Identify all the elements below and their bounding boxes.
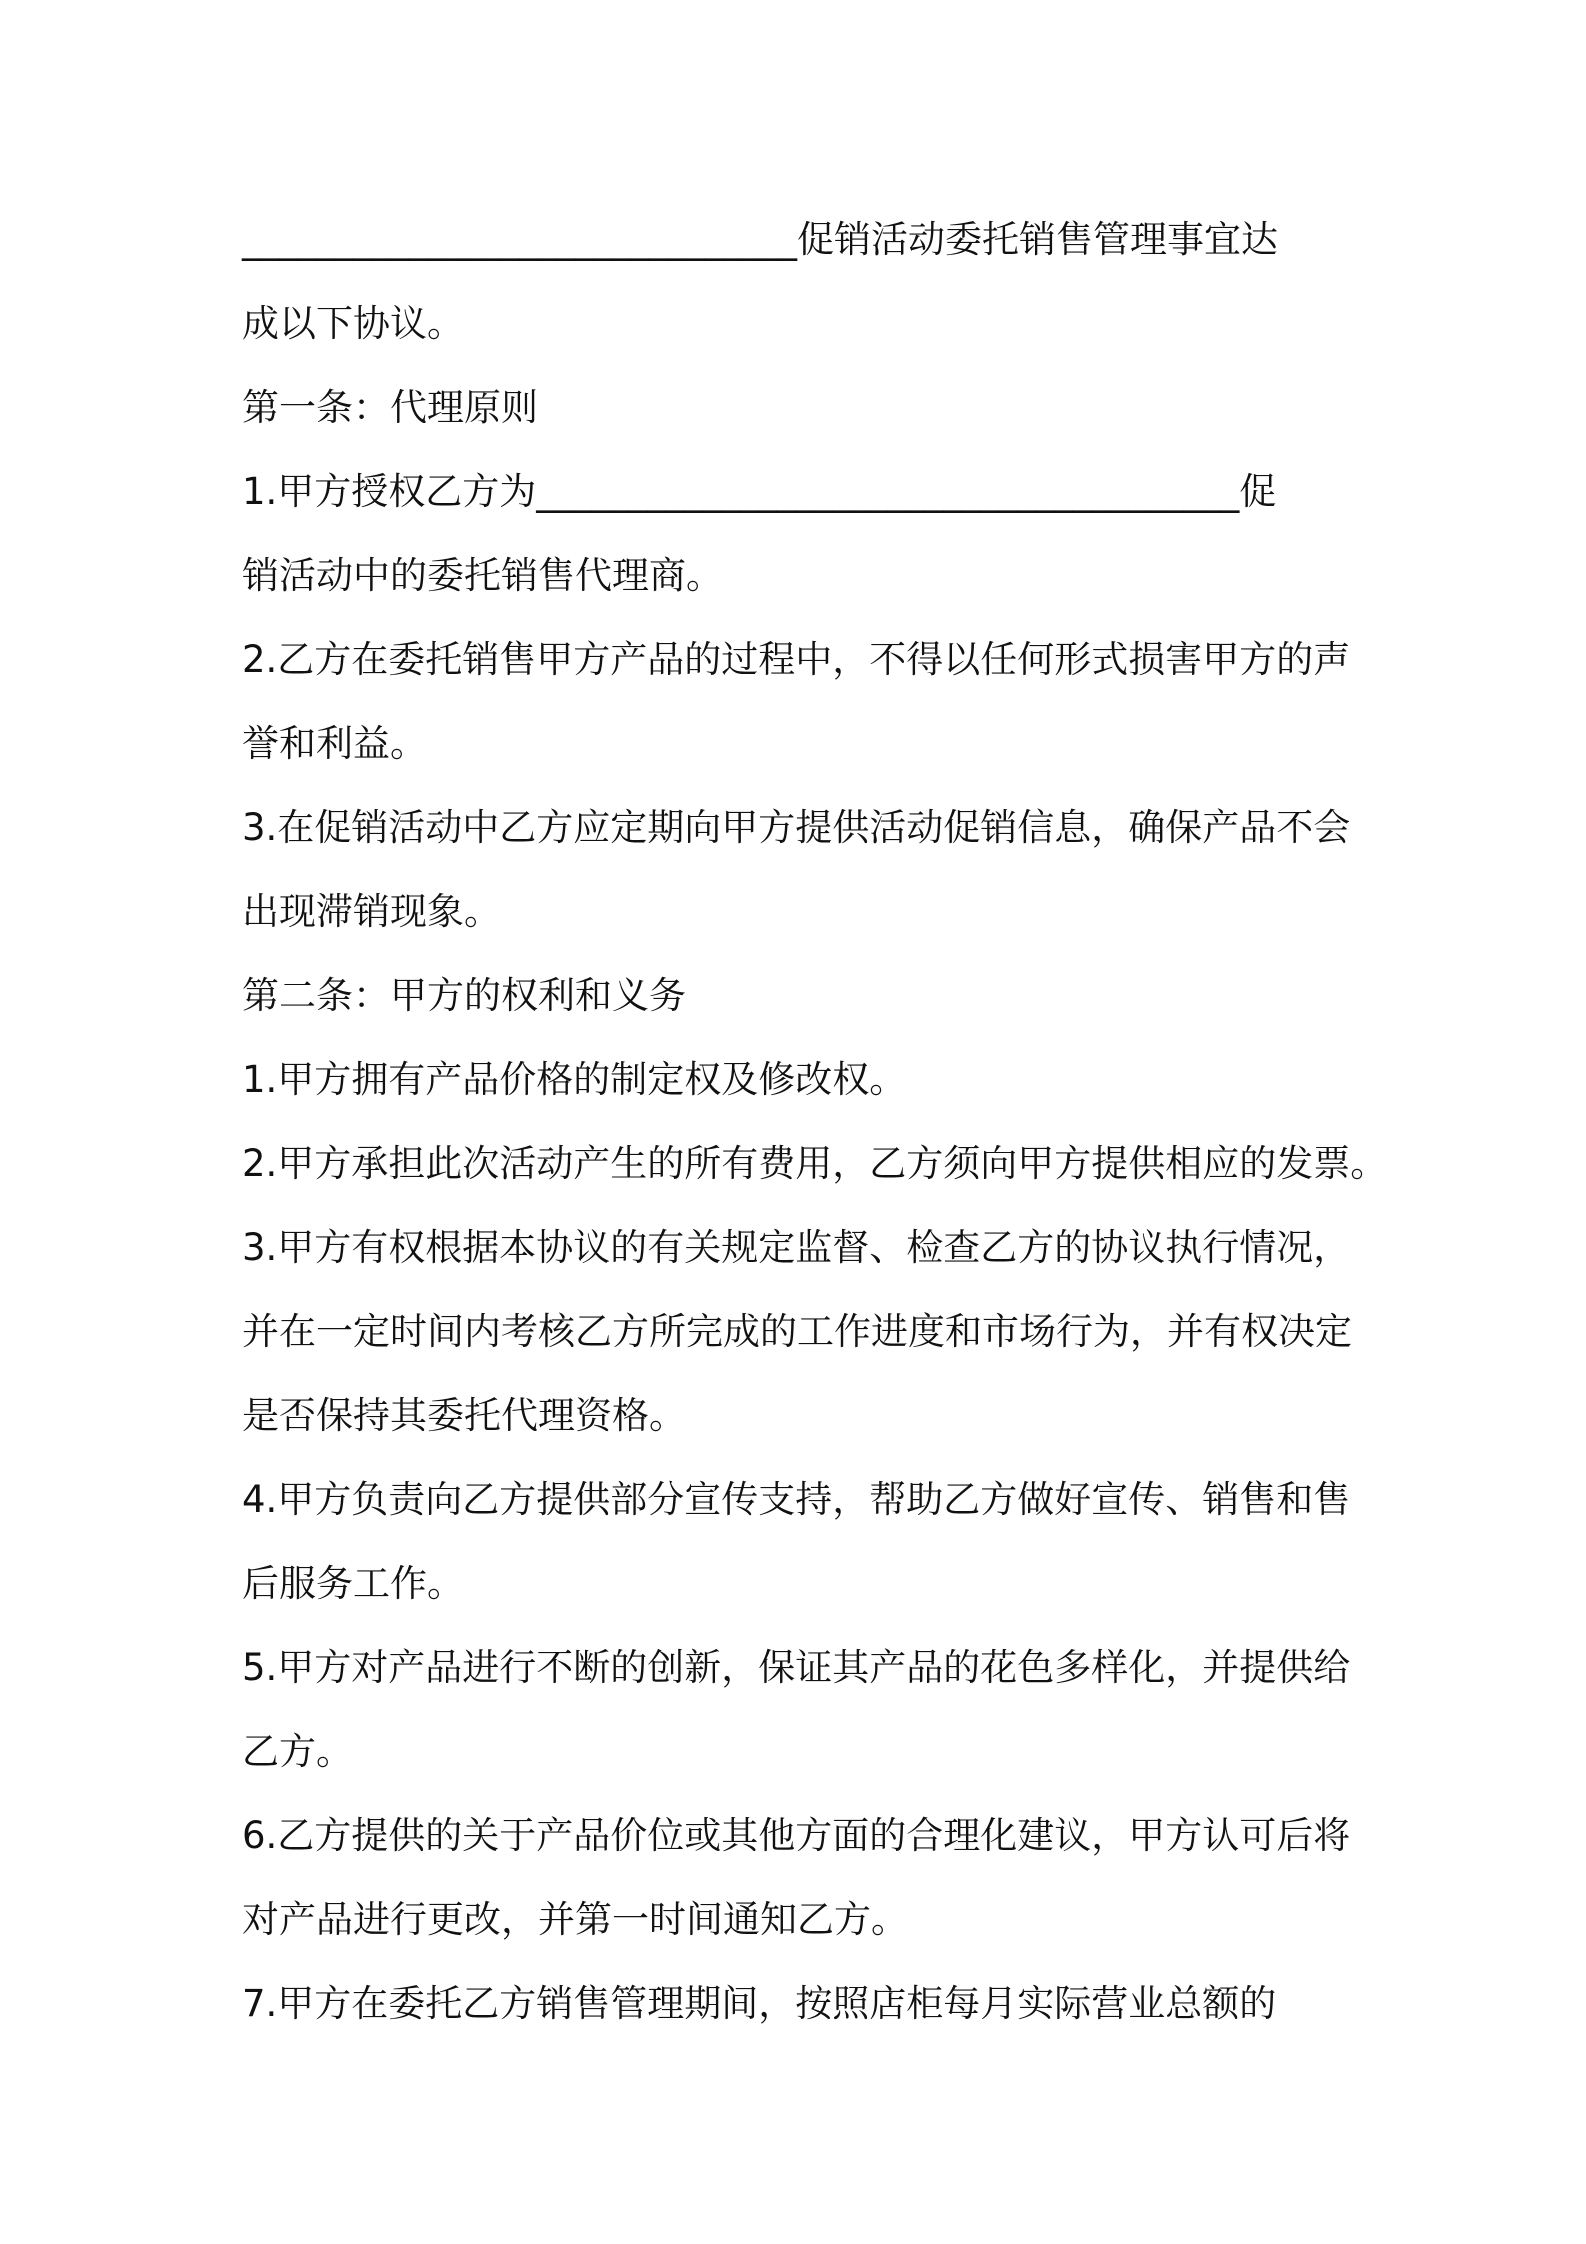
agreement-text xyxy=(242,198,1388,2046)
text-line: 出现滞销现象。 xyxy=(242,890,501,933)
text-line: 4.甲方负责向乙方提供部分宣传支持，帮助乙方做好宣传、销售和售 xyxy=(242,1478,1351,1521)
text-line: 3.在促销活动中乙方应定期向甲方提供活动促销信息，确保产品不会 xyxy=(242,806,1351,849)
text-line: 是否保持其委托代理资格。 xyxy=(242,1394,686,1437)
section-heading: 第二条：甲方的权利和义务 xyxy=(242,974,686,1017)
text-line: 销活动中的委托销售代理商。 xyxy=(242,554,723,597)
text-line: 成以下协议。 xyxy=(242,302,464,345)
text-line: 7.甲方在委托乙方销售管理期间，按照店柜每月实际营业总额的 xyxy=(242,1982,1277,2025)
text-line: 并在一定时间内考核乙方所完成的工作进度和市场行为，并有权决定 xyxy=(242,1310,1352,1353)
text-line: 对产品进行更改，并第一时间通知乙方。 xyxy=(242,1898,908,1941)
text-line: ______________________________促销活动委托销售管理事宜达 xyxy=(242,218,1278,261)
section-heading: 第一条：代理原则 xyxy=(242,386,538,429)
text-line: 2.甲方承担此次活动产生的所有费用，乙方须向甲方提供相应的发票。 xyxy=(242,1142,1388,1185)
text-line: 1.甲方拥有产品价格的制定权及修改权。 xyxy=(242,1058,907,1101)
text-line: 3.甲方有权根据本协议的有关规定监督、检查乙方的协议执行情况， xyxy=(242,1226,1351,1269)
text-line: 5.甲方对产品进行不断的创新，保证其产品的花色多样化，并提供给 xyxy=(242,1646,1351,1689)
text-line: 誉和利益。 xyxy=(242,722,427,765)
text-line: 6.乙方提供的关于产品价位或其他方面的合理化建议，甲方认可后将 xyxy=(242,1814,1351,1857)
text-line: 2.乙方在委托销售甲方产品的过程中，不得以任何形式损害甲方的声 xyxy=(242,638,1351,681)
text-line: 乙方。 xyxy=(242,1730,353,1773)
text-line: 1.甲方授权乙方为______________________________________促 xyxy=(242,470,1277,513)
text-line: 后服务工作。 xyxy=(242,1562,464,1605)
